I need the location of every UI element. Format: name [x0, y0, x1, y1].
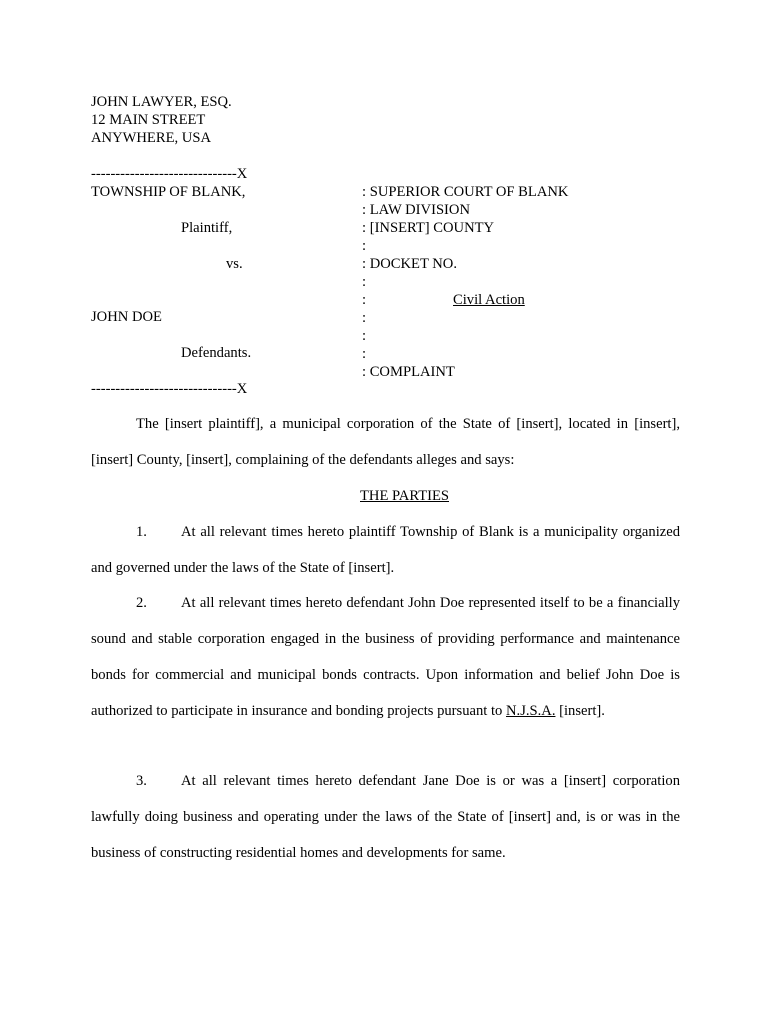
section-heading: THE PARTIES [360, 488, 449, 504]
paragraph-3-number: 3. [136, 773, 147, 789]
attorney-city: ANYWHERE, USA [91, 130, 211, 146]
court-line-9: : [362, 328, 367, 344]
court-line-3: : [INSERT] COUNTY [362, 220, 495, 236]
caption-rule-bottom: ------------------------------X [91, 381, 248, 397]
civil-action-label: Civil Action [453, 292, 525, 308]
caption-rule-top: ------------------------------X [91, 166, 248, 182]
plaintiff-name: TOWNSHIP OF BLANK, [91, 184, 246, 200]
court-line-10: : [362, 346, 367, 362]
attorney-street: 12 MAIN STREET [91, 112, 206, 128]
attorney-name: JOHN LAWYER, ESQ. [91, 94, 232, 110]
docket-line: : DOCKET NO. [362, 256, 457, 272]
court-line-7: : [362, 292, 367, 308]
court-line-8: : [362, 310, 367, 326]
intro-line-1: The [insert plaintiff], a municipal corporation of the State of [insert], located in [insert], [136, 416, 680, 432]
court-line-2: : LAW DIVISION [362, 202, 470, 218]
defendant-name: JOHN DOE [91, 309, 162, 325]
court-line-1: : SUPERIOR COURT OF BLANK [362, 184, 569, 200]
paragraph-2 [91, 585, 680, 729]
plaintiff-role: Plaintiff, [181, 220, 233, 236]
court-line-6: : [362, 274, 367, 290]
paragraph-2-number: 2. [136, 595, 147, 611]
statute-citation: N.J.S.A. [506, 703, 556, 719]
intro-line-2: [insert] County, [insert], complaining of the defendants alleges and says: [91, 452, 515, 468]
complaint-label: : COMPLAINT [362, 364, 455, 380]
paragraph-2-text: At all relevant times hereto defendant John Doe represented itself to be a financially sound and stable corporation engaged in the business of providing performance and maintenance bonds for commercial and municipal bonds contracts. Upon information and belief John Doe is authorized to participate in insurance and bonding projects pursuant to [91, 595, 680, 719]
paragraph-2-text-end: [insert]. [559, 703, 605, 719]
defendant-role: Defendants. [181, 345, 252, 361]
paragraph-1-text: At all relevant times hereto plaintiff Township of Blank is a municipality organized and governed under the laws of the State of [insert]. [91, 524, 680, 576]
paragraph-3 [91, 763, 680, 871]
paragraph-1-number: 1. [136, 524, 147, 540]
versus-label: vs. [226, 256, 243, 272]
paragraph-1 [91, 514, 680, 586]
court-line-4: : [362, 238, 367, 254]
paragraph-3-text: At all relevant times hereto defendant Jane Doe is or was a [insert] corporation lawfully doing business and operating under the laws of the State of [insert] and, is or was in the business of constructing residential homes and developments for same. [91, 773, 680, 861]
